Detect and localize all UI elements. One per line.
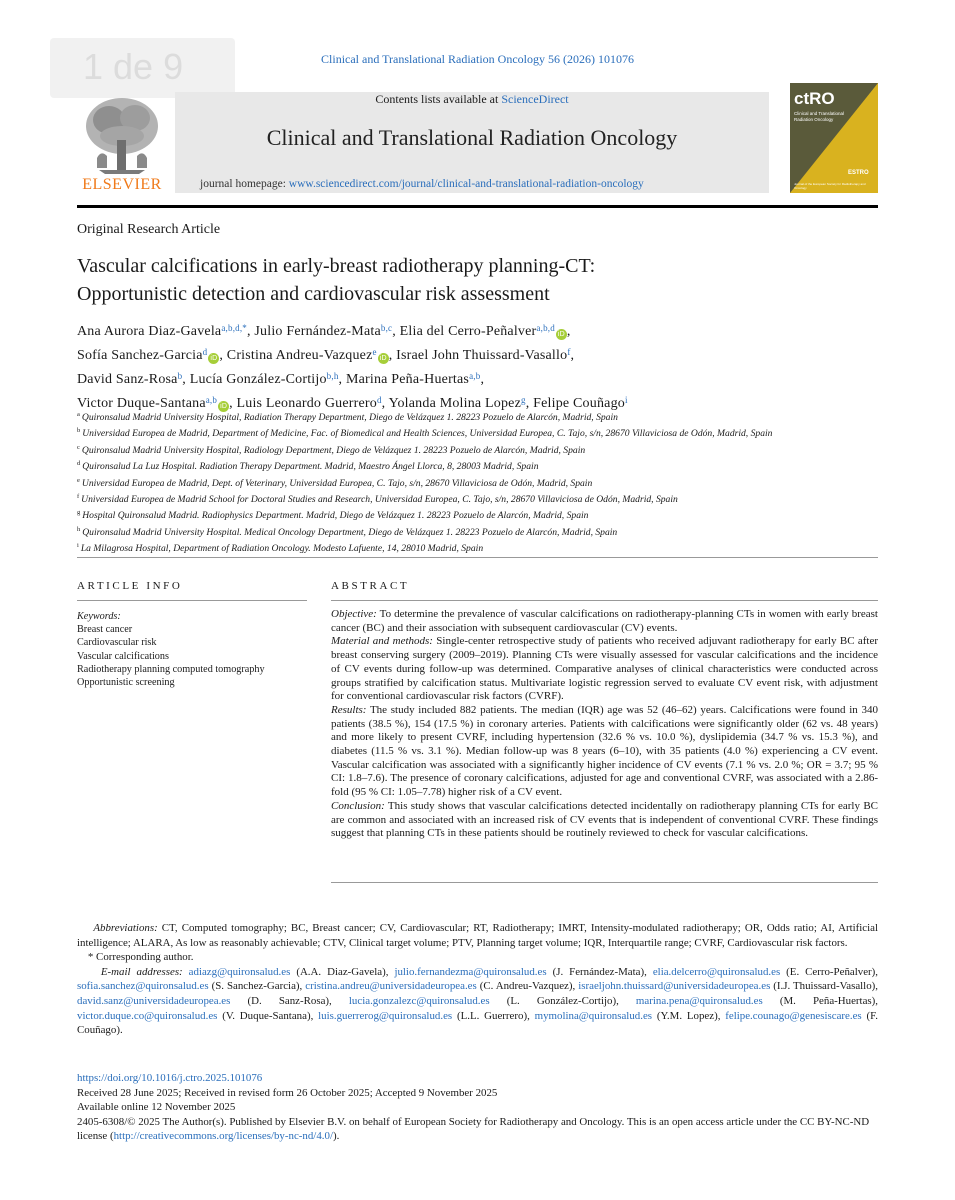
email-link[interactable]: israeljohn.thuissard@universidadeuropea.es bbox=[578, 980, 771, 993]
author-name: Felipe Couñago bbox=[533, 396, 625, 411]
journal-cover[interactable] bbox=[790, 83, 878, 193]
license-text: 2405-6308/© 2025 The Author(s). Published by Elsevier B.V. on behalf of European Society for Radiotherapy and Oncology. This is an open access article under the CC BY-NC-ND license ( bbox=[77, 1115, 870, 1143]
affiliation bbox=[77, 523, 877, 539]
license-link[interactable]: http://creativecommons.org/licenses/by-nc-nd/4.0/ bbox=[113, 1130, 333, 1143]
affiliation bbox=[77, 490, 877, 506]
affiliation bbox=[77, 457, 877, 473]
abstract-section-label: Material and methods: bbox=[331, 635, 433, 648]
author-name: Julio Fernández-Mata bbox=[254, 324, 381, 339]
author[interactable] bbox=[346, 372, 481, 387]
journal-reference[interactable]: Clinical and Translational Radiation Oncology 56 (2026) 101076 bbox=[321, 52, 634, 66]
author[interactable] bbox=[77, 372, 182, 387]
abstract-body bbox=[331, 608, 878, 841]
author[interactable] bbox=[77, 324, 247, 339]
email-link[interactable]: elia.delcerro@quironsalud.es bbox=[652, 965, 781, 978]
keyword: Opportunistic screening bbox=[77, 677, 175, 689]
keywords-block bbox=[77, 610, 307, 689]
page-indicator bbox=[50, 38, 235, 98]
available-online: Available online 12 November 2025 bbox=[77, 1101, 236, 1114]
author-affiliation-marks[interactable]: b,c bbox=[380, 323, 393, 333]
email-link[interactable]: victor.duque.co@quironsalud.es bbox=[77, 1009, 218, 1022]
title-line-2: Opportunistic detection and cardiovascular risk assessment bbox=[77, 283, 550, 305]
affiliation bbox=[77, 539, 877, 555]
email-owner: (F. Couñago). bbox=[77, 1009, 878, 1037]
homepage-link[interactable]: www.sciencedirect.com/journal/clinical-and-translational-radiation-oncology bbox=[288, 178, 644, 190]
keyword: Breast cancer bbox=[77, 624, 133, 636]
homepage-prefix: journal homepage: bbox=[200, 178, 289, 190]
email-owner: (L. González-Cortijo), bbox=[489, 994, 636, 1007]
keywords-title: Keywords: bbox=[77, 611, 121, 622]
author-affiliation-marks[interactable]: i bbox=[624, 395, 628, 405]
affiliation-text: Universidad Europea de Madrid, Dept. of Veterinary, Universidad Europea, C. Tajo, s/n, 28670 Villaviciosa de Odón, Madrid, Spain bbox=[81, 477, 593, 489]
author-name: David Sanz-Rosa bbox=[77, 372, 178, 387]
orcid-icon[interactable]: iD bbox=[379, 355, 387, 362]
orcid-icon[interactable]: iD bbox=[220, 403, 228, 410]
email-owner: (C. Andreu-Vazquez), bbox=[476, 980, 579, 993]
corresponding-text: * Corresponding author. bbox=[87, 951, 194, 964]
abbreviations-label: Abbreviations: bbox=[93, 922, 158, 934]
orcid-icon[interactable]: iD bbox=[210, 355, 218, 362]
author-separator: , bbox=[338, 372, 346, 387]
author-separator: , bbox=[182, 372, 190, 387]
abstract-section-text: To determine the prevalence of vascular calcifications on radiotherapy-planning CTs in women with early breast cancer (BC) and their association with subsequent cardiovascular (CV) events. bbox=[331, 608, 878, 634]
affiliation-key: e bbox=[77, 476, 80, 484]
affiliation bbox=[77, 474, 877, 490]
keyword: Radiotherapy planning computed tomography bbox=[77, 663, 265, 675]
author-separator: , bbox=[525, 396, 534, 411]
author-affiliation-marks[interactable]: a,b,d,* bbox=[221, 323, 247, 333]
abstract-section bbox=[331, 704, 878, 800]
affiliation-text: Quironsalud La Luz Hospital. Radiation Therapy Department. Madrid, Maestro Ángel Llorca, 8, 28003 Madrid, Spain bbox=[82, 461, 539, 473]
contents-prefix: Contents lists available at bbox=[375, 92, 502, 106]
email-owner: (V. Duque-Santana), bbox=[217, 1009, 319, 1022]
affiliation-text: Hospital Quironsalud Madrid. Radiophysics Department. Madrid, Diego de Velázquez 1. 28223 Pozuelo de Alarcón, Madrid, Spain bbox=[82, 510, 589, 522]
elsevier-wordmark: ELSEVIER bbox=[82, 176, 162, 193]
author-affiliation-marks[interactable]: d bbox=[376, 395, 382, 405]
affiliation-key: d bbox=[77, 460, 81, 468]
affiliation-text: Quironsalud Madrid University Hospital, Radiation Therapy Department, Diego de Velázquez 1. 28223 Pozuelo de Alarcón, Madrid, Spain bbox=[81, 412, 618, 424]
cover-footer: Journal of the European Society for Radiotherapy and Oncology bbox=[794, 182, 866, 190]
author-name: Lucía González-Cortijo bbox=[189, 372, 327, 387]
article-type: Original Research Article bbox=[77, 222, 221, 237]
affiliation-key: g bbox=[77, 509, 81, 517]
author-affiliation-marks[interactable]: d bbox=[202, 347, 208, 357]
author-affiliation-marks[interactable]: e bbox=[372, 347, 377, 357]
abstract-section-text: This study shows that vascular calcifications detected incidentally on radiotherapy planning CTs for early BC are common and associated with an increased risk of CV events that is independent of conventional CVRF. These findings suggest that planning CTs in these patients should be routinely reviewed to check for vascular calcifications. bbox=[331, 799, 878, 840]
email-link[interactable]: luis.guerrerog@quironsalud.es bbox=[318, 1009, 453, 1022]
abstract-rule-bottom bbox=[331, 882, 878, 883]
corresponding-note bbox=[77, 950, 878, 965]
affiliation bbox=[77, 408, 877, 424]
abstract-section-text: The study included 882 patients. The median (IQR) age was 52 (46–62) years. Calcifications were found in 340 patients (38.5 %), 154 (17.5 %) in coronary arteries. Patients with calcifications were significantly older (62 vs. 48 years) and more likely to present CVRF, including hypertension (32.6 % vs. 10.0 %), dyslipidemia (34.7 % vs. 15.3 %), and diabetes (11.5 % vs. 3.1 %). Median follow-up was 8 years (6–10), with 35 patients (4.0 %) experiencing a CV event. Vascular calcification was associated with a significantly higher incidence of CV events (7.1 % vs. 2.0 %; OR = 3.7; 95 % CI: 1.8–7.6). The presence of coronary calcifications, adjusted for age and conventional CVRF, was associated with a 2.86-fold (95 % CI: 1.05–7.78) higher risk of a CV event. bbox=[331, 703, 878, 799]
article-info-heading: ARTICLE INFO bbox=[77, 580, 183, 592]
author[interactable] bbox=[400, 324, 567, 339]
email-link[interactable]: julio.fernandezma@quironsalud.es bbox=[394, 965, 547, 978]
author-separator: , bbox=[247, 324, 255, 339]
affiliation bbox=[77, 424, 877, 440]
abstract-section bbox=[331, 635, 878, 704]
affiliation-divider bbox=[77, 557, 878, 558]
email-owner: (J. Fernández-Mata), bbox=[546, 965, 653, 978]
email-owner: (A.A. Diaz-Gavela), bbox=[290, 965, 395, 978]
footnotes bbox=[77, 921, 878, 1038]
affiliation-list bbox=[77, 408, 877, 556]
email-link[interactable]: felipe.counago@genesiscare.es bbox=[725, 1009, 862, 1022]
author-name: Sofía Sanchez-Garcia bbox=[77, 348, 203, 363]
email-link[interactable]: marina.pena@quironsalud.es bbox=[635, 994, 763, 1007]
received-dates: Received 28 June 2025; Received in revised form 26 October 2025; Accepted 9 November 2025 bbox=[77, 1086, 498, 1099]
email-link[interactable]: cristina.andreu@universidadeuropea.es bbox=[305, 980, 477, 993]
author-name: Marina Peña-Huertas bbox=[345, 372, 470, 387]
author[interactable] bbox=[77, 348, 219, 363]
email-link[interactable]: adiazg@quironsalud.es bbox=[188, 965, 291, 978]
email-link[interactable]: lucia.gonzalezc@quironsalud.es bbox=[348, 994, 490, 1007]
affiliation-text: La Milagrosa Hospital, Department of Radiation Oncology. Modesto Lafuente, 14, 28010 Madrid, Spain bbox=[80, 543, 484, 555]
contents-line bbox=[175, 92, 769, 107]
abstract-section-text: Single-center retrospective study of patients who received adjuvant radiotherapy for early BC after breast conserving surgery (2009–2019). Planning CTs were visually assessed for vascular calcifications and the incidence of CV events during follow-up was determined. Comparative analyses of clinical characteristics were conducted across groups stratified by calcification status. Multivariate logistic regression served to evaluate CV event risk, with adjustment for conventional cardiovascular risk factors (CVRF). bbox=[331, 635, 878, 703]
email-link[interactable]: david.sanz@universidadeuropea.es bbox=[77, 994, 231, 1007]
affiliation-text: Universidad Europea de Madrid School for Doctoral Studies and Research, Universidad Europea, C. Tajo, s/n, 28670 Villaviciosa de Odón, Madrid, Spain bbox=[81, 494, 678, 506]
author-name: Yolanda Molina Lopez bbox=[388, 396, 522, 411]
email-owner: (S. Sanchez-Garcia), bbox=[208, 980, 306, 993]
abstract-rule-top bbox=[331, 600, 878, 601]
article-info-rule bbox=[77, 600, 307, 601]
abstract-section-label: Conclusion: bbox=[331, 799, 385, 812]
header-rule bbox=[77, 205, 878, 208]
email-owner: (Y.M. Lopez), bbox=[652, 1009, 726, 1022]
author-affiliation-marks[interactable]: a,b bbox=[205, 395, 218, 405]
keyword: Vascular calcifications bbox=[77, 650, 169, 662]
email-owner: (L.L. Guerrero), bbox=[452, 1009, 535, 1022]
abstract-section bbox=[331, 800, 878, 841]
sciencedirect-link[interactable]: ScienceDirect bbox=[501, 92, 569, 106]
email-link[interactable]: mymolina@quironsalud.es bbox=[534, 1009, 653, 1022]
author-affiliation-marks[interactable]: b,h bbox=[326, 371, 339, 381]
affiliation-text: Universidad Europea de Madrid, Department of Medicine, Fac. of Biomedical and Health Sciences, Universidad Europea, C. Tajo, s/n, 28670 Villaviciosa de Odón, Madrid, Spain bbox=[82, 428, 773, 440]
abstract-section-label: Results: bbox=[331, 703, 367, 716]
author-name: Victor Duque-Santana bbox=[77, 396, 206, 411]
author-affiliation-marks[interactable]: a,b,d bbox=[536, 323, 555, 333]
email-link[interactable]: sofia.sanchez@quironsalud.es bbox=[77, 980, 209, 993]
email-owner: (M. Peña-Huertas), bbox=[762, 994, 878, 1007]
author-separator: , bbox=[388, 348, 397, 363]
email-label: E-mail addresses: bbox=[100, 965, 183, 978]
affiliation bbox=[77, 506, 877, 522]
affiliation-key: i bbox=[77, 542, 79, 550]
email-note bbox=[77, 965, 878, 1038]
article-title bbox=[77, 252, 877, 308]
author-name: Israel John Thuissard-Vasallo bbox=[396, 348, 568, 363]
author-separator: , bbox=[392, 324, 400, 339]
orcid-icon[interactable]: iD bbox=[557, 331, 565, 338]
author-separator: , bbox=[570, 348, 575, 363]
cover-subtitle: Clinical and Translational Radiation Oncology bbox=[794, 111, 845, 122]
abstract-section-label: Objective: bbox=[331, 608, 377, 620]
abbreviations-text: CT, Computed tomography; BC, Breast cancer; CV, Cardiovascular; RT, Radiotherapy; IMRT, Intensity-modulated radiotherapy; OR, Odds ratio; AI, Artificial intelligence; ALARA, As low as reasonably achievable; CTV, Clinical target volume; PTV, Planning target volume; IQR, Interquartile range; CVRF, Cardiovascular risk factors. bbox=[77, 922, 879, 949]
email-owner: (E. Cerro-Peñalver), bbox=[780, 965, 879, 978]
affiliation-text: Quironsalud Madrid University Hospital. Medical Oncology Department, Diego de Velázquez 1. 28223 Pozuelo de Alarcón, Madrid, Spain bbox=[82, 526, 618, 538]
affiliation-key: f bbox=[77, 492, 80, 500]
license-end: ). bbox=[332, 1130, 340, 1143]
cover-title: ctRO bbox=[794, 89, 835, 108]
author-name: Elia del Cerro-Peñalver bbox=[399, 324, 537, 339]
license-note bbox=[77, 1115, 878, 1144]
affiliation-key: b bbox=[77, 427, 81, 435]
affiliation-key: c bbox=[77, 443, 80, 451]
doi-link[interactable]: https://doi.org/10.1016/j.ctro.2025.101076 bbox=[77, 1072, 263, 1084]
email-owner: (D. Sanz-Rosa), bbox=[230, 994, 349, 1007]
author-affiliation-marks[interactable]: a,b bbox=[469, 371, 481, 381]
author-separator: , bbox=[566, 324, 571, 339]
journal-homepage bbox=[200, 178, 644, 190]
cover-society: ESTRO bbox=[848, 170, 869, 176]
author-separator: , bbox=[381, 396, 389, 411]
affiliation-text: Quironsalud Madrid University Hospital, Radiology Department, Diego de Velázquez 1. 28223 Pozuelo de Alarcón, Madrid, Spain bbox=[81, 444, 586, 456]
tree-icon bbox=[86, 98, 158, 174]
author-affiliation-marks[interactable]: g bbox=[521, 395, 526, 405]
author[interactable] bbox=[396, 348, 570, 363]
author-affiliation-marks[interactable]: f bbox=[567, 347, 571, 357]
author-name: Cristina Andreu-Vazquez bbox=[226, 348, 373, 363]
author-separator: , bbox=[229, 396, 237, 411]
affiliation-key: a bbox=[77, 411, 80, 418]
abstract-section bbox=[331, 608, 878, 635]
abbreviations-note bbox=[77, 921, 878, 950]
author[interactable] bbox=[190, 372, 339, 387]
email-owner: (I.J. Thuissard-Vasallo), bbox=[770, 980, 878, 993]
abstract-heading: ABSTRACT bbox=[331, 580, 410, 592]
page-indicator-text: 1 de 9 bbox=[83, 46, 184, 87]
title-line-1: Vascular calcifications in early-breast radiotherapy planning-CT: bbox=[77, 255, 596, 277]
publication-info bbox=[77, 1071, 878, 1144]
affiliation bbox=[77, 441, 877, 457]
keyword: Cardiovascular risk bbox=[77, 637, 157, 649]
author-list bbox=[77, 318, 877, 414]
author-name: Luis Leonardo Guerrero bbox=[236, 396, 377, 411]
affiliation-key: h bbox=[77, 525, 81, 533]
author[interactable] bbox=[227, 348, 389, 363]
author-separator: , bbox=[219, 348, 227, 363]
author[interactable] bbox=[254, 324, 392, 339]
journal-title: Clinical and Translational Radiation Oncology bbox=[266, 125, 678, 150]
author-name: Ana Aurora Diaz-Gavela bbox=[77, 324, 222, 339]
author-separator: , bbox=[480, 372, 485, 387]
author-affiliation-marks[interactable]: b bbox=[177, 371, 183, 381]
